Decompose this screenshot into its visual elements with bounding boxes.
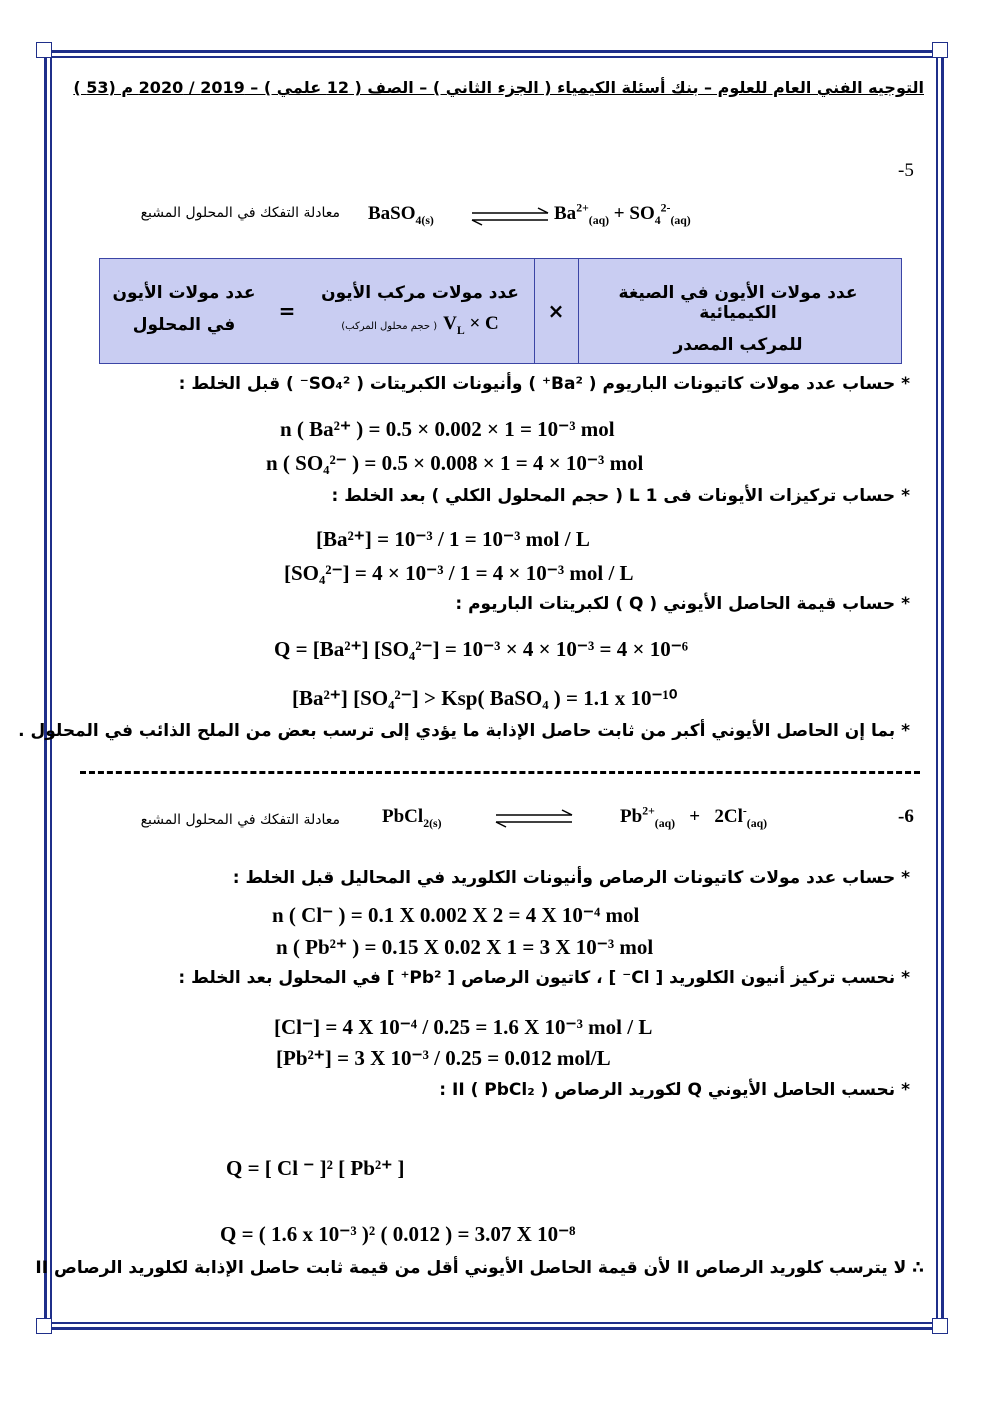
section-separator <box>80 771 920 774</box>
q5-ionic-product: Q = [Ba²⁺] [SO₄²⁻] = 10⁻³ × 4 × 10⁻³ = 4 × 10⁻⁶ <box>274 637 689 661</box>
q6-dissociation-label: معادلة التفكك في المحلول المشبع <box>140 812 340 828</box>
formula-equals-sign: = <box>278 299 296 323</box>
question-5-number: 5- <box>898 160 914 181</box>
corner-ornament-bottom-right <box>932 1318 948 1334</box>
q6-equation: PbCl$_{2(s)}$ <box>382 806 442 830</box>
q6-ionic-product-formula: Q = [ Cl ⁻ ]² [ Pb²⁺ ] <box>226 1156 405 1180</box>
q6-conc-pb: [Pb²⁺] = 3 X 10⁻³ / 0.25 = 0.012 mol/L <box>276 1046 611 1070</box>
corner-ornament-top-left <box>36 42 52 58</box>
q5-equation: BaSO$_{4(s)}$ <box>368 203 434 227</box>
q6-products: $Pb^{2+}_{(aq)}$ + $2Cl^-_{(aq)}$ <box>620 804 768 830</box>
formula-cell-compound-moles: عدد مولات مركب الأيون (حجم محلول المركب ) $V_L \times C$ <box>321 283 519 337</box>
corner-ornament-bottom-left <box>36 1318 52 1334</box>
q5-reactant: BaSO <box>368 203 416 224</box>
q5-ksp-comparison: [Ba²⁺] [SO₄²⁻] > Ksp( BaSO₄ ) = 1.1 x 10⁻¹⁰ <box>292 686 678 710</box>
formula-times-sign: × <box>547 299 565 323</box>
q6-conc-cl: [Cl⁻] = 4 X 10⁻⁴ / 0.25 = 1.6 X 10⁻³ mol / L <box>274 1015 653 1039</box>
moles-formula-box <box>99 258 902 364</box>
q5-n-ba: n ( Ba²⁺ ) = 0.5 × 0.002 × 1 = 10⁻³ mol <box>280 417 615 441</box>
q5-step3-text: * حساب قيمة الحاصل الأيوني ( Q ) لكبريتات الباريوم : <box>455 594 910 614</box>
q6-n-cl: n ( Cl⁻ ) = 0.1 X 0.002 X 2 = 4 X 10⁻⁴ mol <box>272 903 640 927</box>
q6-conclusion: ∴ لا يترسب كلوريد الرصاص II لأن قيمة الحاصل الأيوني أقل من قيمة ثابت حاصل الإذابة لكلوريد الرصاص II <box>35 1258 924 1278</box>
q5-conc-so4: [SO₄²⁻] = 4 × 10⁻³ / 1 = 4 × 10⁻³ mol / L <box>284 561 634 585</box>
q5-n-so4: n ( SO₄²⁻ ) = 0.5 × 0.008 × 1 = 4 × 10⁻³ mol <box>266 451 644 475</box>
equilibrium-arrow-icon <box>494 808 576 830</box>
q5-conclusion: * بما إن الحاصل الأيوني أكبر من ثابت حاصل الإذابة ما يؤدي إلى ترسب بعض من الملح الذائب في المحلول . <box>18 721 910 741</box>
formula-divider <box>534 259 535 363</box>
q5-step1-text: * حساب عدد مولات كاتيونات الباريوم ( Ba²⁺ ) وأنيونات الكبريتات ( SO₄²⁻ ) قبل الخلط : <box>178 374 910 394</box>
formula-cell-ions-per-formula: عدد مولات الأيون في الصيغة الكيميائية للمركب المصدر <box>618 283 858 355</box>
q5-products: $Ba^{2+}_{(aq)} + SO_4^{2-}_{(aq)}$ <box>554 201 691 227</box>
equilibrium-arrow-icon <box>470 206 552 228</box>
q6-reactant: PbCl <box>382 806 424 827</box>
question-6-number: 6- <box>898 806 914 827</box>
q6-n-pb: n ( Pb²⁺ ) = 0.15 X 0.02 X 1 = 3 X 10⁻³ mol <box>276 935 654 959</box>
q5-step2-text: * حساب تركيزات الأيونات فى 1 L ( حجم المحلول الكلي ) بعد الخلط : <box>331 486 910 506</box>
corner-ornament-top-right <box>932 42 948 58</box>
q6-step3-text: * نحسب الحاصل الأيوني Q لكوريد الرصاص II ( PbCl₂ ) : <box>439 1080 910 1100</box>
page-header: التوجيه الفني العام للعلوم – بنك أسئلة الكيمياء ( الجزء الثاني ) – الصف ( 12 علمي ) – 2019 / 2020 م (53 ) <box>73 78 924 97</box>
q5-dissociation-label: معادلة التفكك في المحلول المشبع <box>140 205 340 221</box>
formula-divider <box>578 259 579 363</box>
q6-ionic-product-calc: Q = ( 1.6 x 10⁻³ )² ( 0.012 ) = 3.07 X 10⁻⁸ <box>220 1222 576 1246</box>
q6-step1-text: * حساب عدد مولات كاتيونات الرصاص وأنيونات الكلوريد في المحاليل قبل الخلط : <box>232 868 910 888</box>
q6-step2-text: * نحسب تركيز أنيون الكلوريد [ Cl⁻ ] ، كاتيون الرصاص [ Pb²⁺ ] في المحلول بعد الخلط : <box>178 968 910 988</box>
formula-cell-ion-moles-solution: عدد مولات الأيون في المحلول <box>112 283 256 335</box>
q5-conc-ba: [Ba²⁺] = 10⁻³ / 1 = 10⁻³ mol / L <box>316 527 590 551</box>
